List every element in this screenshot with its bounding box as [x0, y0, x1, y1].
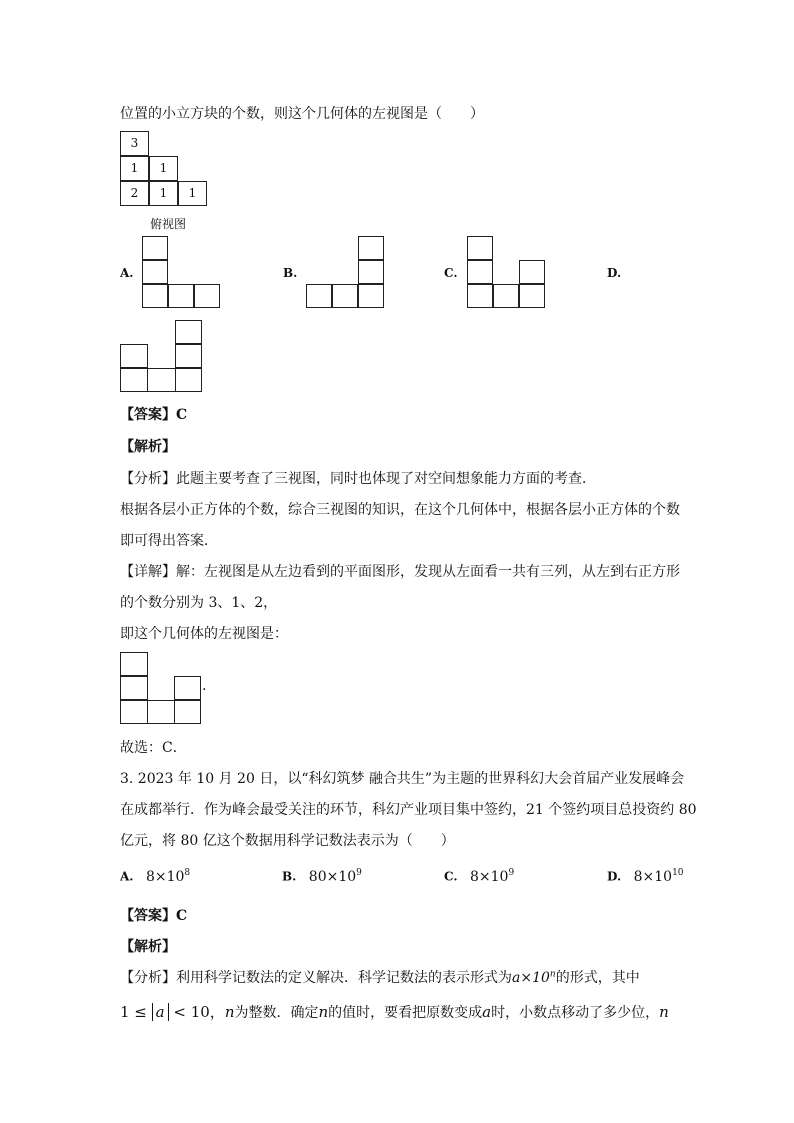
- option-label: A.: [120, 869, 134, 884]
- var-n: n: [659, 1003, 669, 1021]
- q3-stem-line2: 在成都举行．作为峰会最受关注的环节，科幻产业项目集中签约，21 个签约项目总投资约 80: [120, 802, 697, 818]
- square: [174, 700, 201, 724]
- square: [493, 284, 519, 308]
- option-exp: 8: [184, 868, 191, 878]
- square: [175, 368, 202, 392]
- option-exp: 9: [356, 868, 362, 878]
- formula-exp: n: [549, 969, 556, 980]
- square: [147, 368, 176, 392]
- q3-option-b: [282, 868, 362, 885]
- text: 时，小数点移动了多少位，: [491, 1005, 660, 1021]
- option-label: B.: [282, 869, 297, 884]
- square: [358, 260, 384, 284]
- q2-conclusion: 故选：C．: [120, 740, 187, 756]
- abs-a: a: [152, 1003, 169, 1021]
- q3-option-a: [120, 868, 190, 885]
- option-a-label: A.: [120, 266, 134, 280]
- q2-fenxi-line2: 根据各层小正方体的个数，综合三视图的知识，在这个几何体中，根据各层小正方体的个数: [120, 502, 680, 518]
- option-exp: 9: [508, 868, 515, 878]
- q3-fenxi: [120, 967, 640, 987]
- square: [467, 260, 493, 284]
- var-n: n: [224, 1003, 235, 1021]
- square: [142, 236, 168, 260]
- square: [306, 284, 332, 308]
- grid-cell: 2: [120, 181, 149, 206]
- option-base: 8×10: [469, 868, 509, 885]
- option-c-label: C.: [444, 266, 458, 280]
- grid-cell: 1: [120, 156, 149, 181]
- square: [174, 676, 201, 700]
- square: [358, 236, 384, 260]
- q3-option-c: [444, 868, 514, 885]
- text: 的值时，要看把原数变成: [328, 1005, 483, 1021]
- square: [519, 260, 545, 284]
- square: [175, 344, 202, 368]
- square: [519, 284, 545, 308]
- square: [142, 260, 168, 284]
- figure-period: .: [202, 678, 207, 694]
- q3-fenxi-line2: [120, 1001, 669, 1022]
- square: [120, 368, 148, 392]
- square: [332, 284, 358, 308]
- q3-analysis-heading: 【解析】: [120, 939, 176, 955]
- square: [120, 344, 148, 368]
- text: 为整数．确定: [234, 1005, 319, 1021]
- q3-stem-line3: 亿元，将 80 亿这个数据用科学记数法表示为（ ）: [120, 833, 455, 849]
- square: [175, 320, 202, 344]
- square: [467, 236, 493, 260]
- option-label: C.: [444, 869, 458, 884]
- text: 【分析】利用科学记数法的定义解决．科学记数法的表示形式为: [120, 970, 512, 986]
- var-a: a: [482, 1003, 492, 1021]
- q2-xiangjie-line3: 即这个几何体的左视图是：: [120, 626, 288, 642]
- option-label: D.: [607, 869, 622, 884]
- option-exp: 10: [672, 868, 684, 878]
- grid-cell: 3: [120, 131, 149, 156]
- option-d-label: D.: [607, 266, 622, 280]
- square: [358, 284, 384, 308]
- var-n: n: [318, 1003, 329, 1021]
- q2-answer: 【答案】C: [120, 407, 188, 423]
- q2-xiangjie-line2: 的个数分别为 3、1、2，: [120, 595, 278, 611]
- square: [168, 284, 194, 308]
- q2-fenxi: 【分析】此题主要考查了三视图，同时也体现了对空间想象能力方面的考查．: [120, 471, 596, 487]
- option-base: 8×10: [633, 868, 673, 885]
- square: [120, 676, 148, 700]
- grid-cell: 1: [149, 156, 178, 181]
- grid-cell: 1: [178, 181, 207, 206]
- q3-stem-line1: 3. 2023 年 10 月 20 日，以“科幻筑梦 融合共生”为主题的世界科幻大会首届产业发展峰会: [120, 771, 685, 787]
- q2-fenxi-line3: 即可得出答案．: [120, 533, 218, 549]
- square: [194, 284, 220, 308]
- square: [120, 700, 148, 724]
- square: [147, 700, 175, 724]
- ineq-right: < 10，: [168, 1003, 225, 1021]
- text: 的形式，其中: [555, 970, 640, 986]
- q2-xiangjie: 【详解】解：左视图是从左边看到的平面图形，发现从左面看一共有三列，从左到右正方形: [120, 564, 680, 580]
- top-view-caption: 俯视图: [150, 217, 187, 231]
- option-base: 8×10: [145, 868, 185, 885]
- q3-answer: 【答案】C: [120, 908, 188, 924]
- q3-option-d: [607, 868, 684, 885]
- question-intro: 位置的小立方块的个数，则这个几何体的左视图是（ ）: [120, 106, 484, 122]
- square: [467, 284, 493, 308]
- grid-cell: 1: [149, 181, 178, 206]
- formula: a×10: [512, 970, 550, 986]
- square: [120, 652, 148, 676]
- ineq-left: 1 ≤: [120, 1003, 152, 1021]
- option-b-label: B.: [283, 266, 298, 280]
- square: [142, 284, 168, 308]
- option-base: 80×10: [308, 868, 357, 885]
- q2-analysis-heading: 【解析】: [120, 439, 176, 455]
